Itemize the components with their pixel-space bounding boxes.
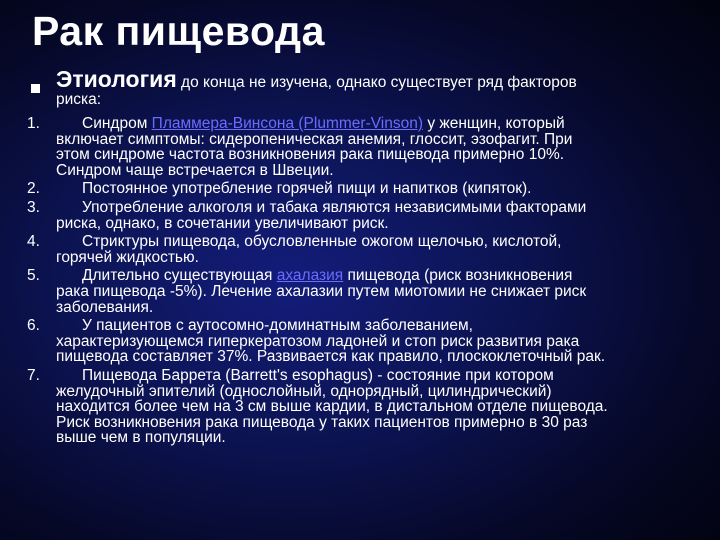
list-item-continuation: горячей жидкостью. — [56, 248, 199, 266]
list-item-first-line — [56, 367, 554, 384]
list-item-continuation: заболевания. — [56, 298, 154, 316]
list-item-first-line — [56, 199, 586, 216]
list-item-text: Длительно существующая — [82, 267, 277, 285]
list-item-text: пищевода (риск возникновения — [343, 267, 573, 285]
list-item-text: Стриктуры пищевода, обусловленные ожогом щелочью, кислотой, — [82, 233, 562, 251]
list-item-first-line — [56, 317, 473, 334]
list-item-continuation: включает симптомы: сидеропеническая анемия, глоссит, эзофагит. При — [56, 130, 573, 148]
list-item — [0, 268, 666, 315]
list-item — [0, 368, 666, 446]
term-link[interactable]: Пламмера-Винсона (Plummer-Vinson) — [151, 115, 424, 132]
bullet-square-icon — [31, 84, 40, 93]
list-item-number: 3. — [27, 198, 40, 216]
list-item-first-line — [56, 180, 532, 197]
list-item-text: Синдром — [82, 115, 152, 132]
list-item-continuation: выше чем в популяции. — [56, 429, 226, 447]
list-item-text: Постоянное употребление горячей пищи и напитков (кипяток). — [82, 180, 532, 198]
list-item-continuation: Синдром чаще встречается в Швеции. — [56, 161, 334, 179]
list-item-continuation: желудочный эпителий (однослойный, однорядный, цилиндрический) — [56, 382, 552, 400]
list-item-text: У пациентов с аутосомно-доминатным заболеванием, — [82, 317, 473, 335]
list-item-number: 6. — [27, 317, 40, 335]
factor-list — [0, 116, 720, 449]
list-item-first-line — [56, 233, 561, 250]
list-item-continuation: этом синдроме частота возникновения рака пищевода примерно 10%. — [56, 146, 565, 164]
list-item — [0, 181, 666, 197]
list-item-continuation: Риск возникновения рака пищевода у таких пациентов примерно в 30 раз — [56, 413, 588, 431]
list-item-number: 1. — [27, 115, 40, 132]
list-item-first-line — [56, 115, 565, 132]
list-item — [0, 234, 666, 265]
list-item — [0, 116, 666, 178]
list-item — [0, 318, 666, 365]
list-item-text: у женщин, который — [423, 115, 565, 132]
slide-title: Рак пищевода — [32, 8, 325, 54]
list-item-number: 5. — [27, 267, 40, 285]
list-item — [0, 200, 666, 231]
intro-paragraph — [56, 66, 706, 108]
list-item-continuation: рака пищевода -5%). Лечение ахалазии путем миотомии не снижает риск — [56, 282, 587, 300]
list-item-text: Употребление алкоголя и табака являются независимыми факторами — [82, 198, 587, 216]
list-item-number: 7. — [27, 366, 40, 384]
intro-text: до конца не изучена, однако существует ряд факторов — [176, 74, 577, 91]
intro-text-continued: риска: — [56, 91, 102, 108]
list-item-number: 2. — [27, 180, 40, 198]
list-item-text: Пищевода Баррета (Barrett's esophagus) - состояние при котором — [82, 366, 554, 384]
list-item-continuation: риска, однако, в сочетании увеличивают риск. — [56, 214, 389, 232]
list-item-first-line — [56, 267, 572, 284]
list-item-continuation: характеризующемся гиперкератозом ладоней и стоп риск развития рака — [56, 332, 580, 350]
list-item-number: 4. — [27, 233, 40, 251]
intro-lead: Этиология — [56, 66, 177, 92]
list-item-continuation: пищевода составляет 37%. Развивается как правило, плоскоклеточный рак. — [56, 348, 606, 366]
list-item-continuation: находится более чем на 3 см выше кардии, в дистальном отделе пищевода. — [56, 398, 608, 416]
term-link[interactable]: ахалазия — [276, 267, 344, 285]
